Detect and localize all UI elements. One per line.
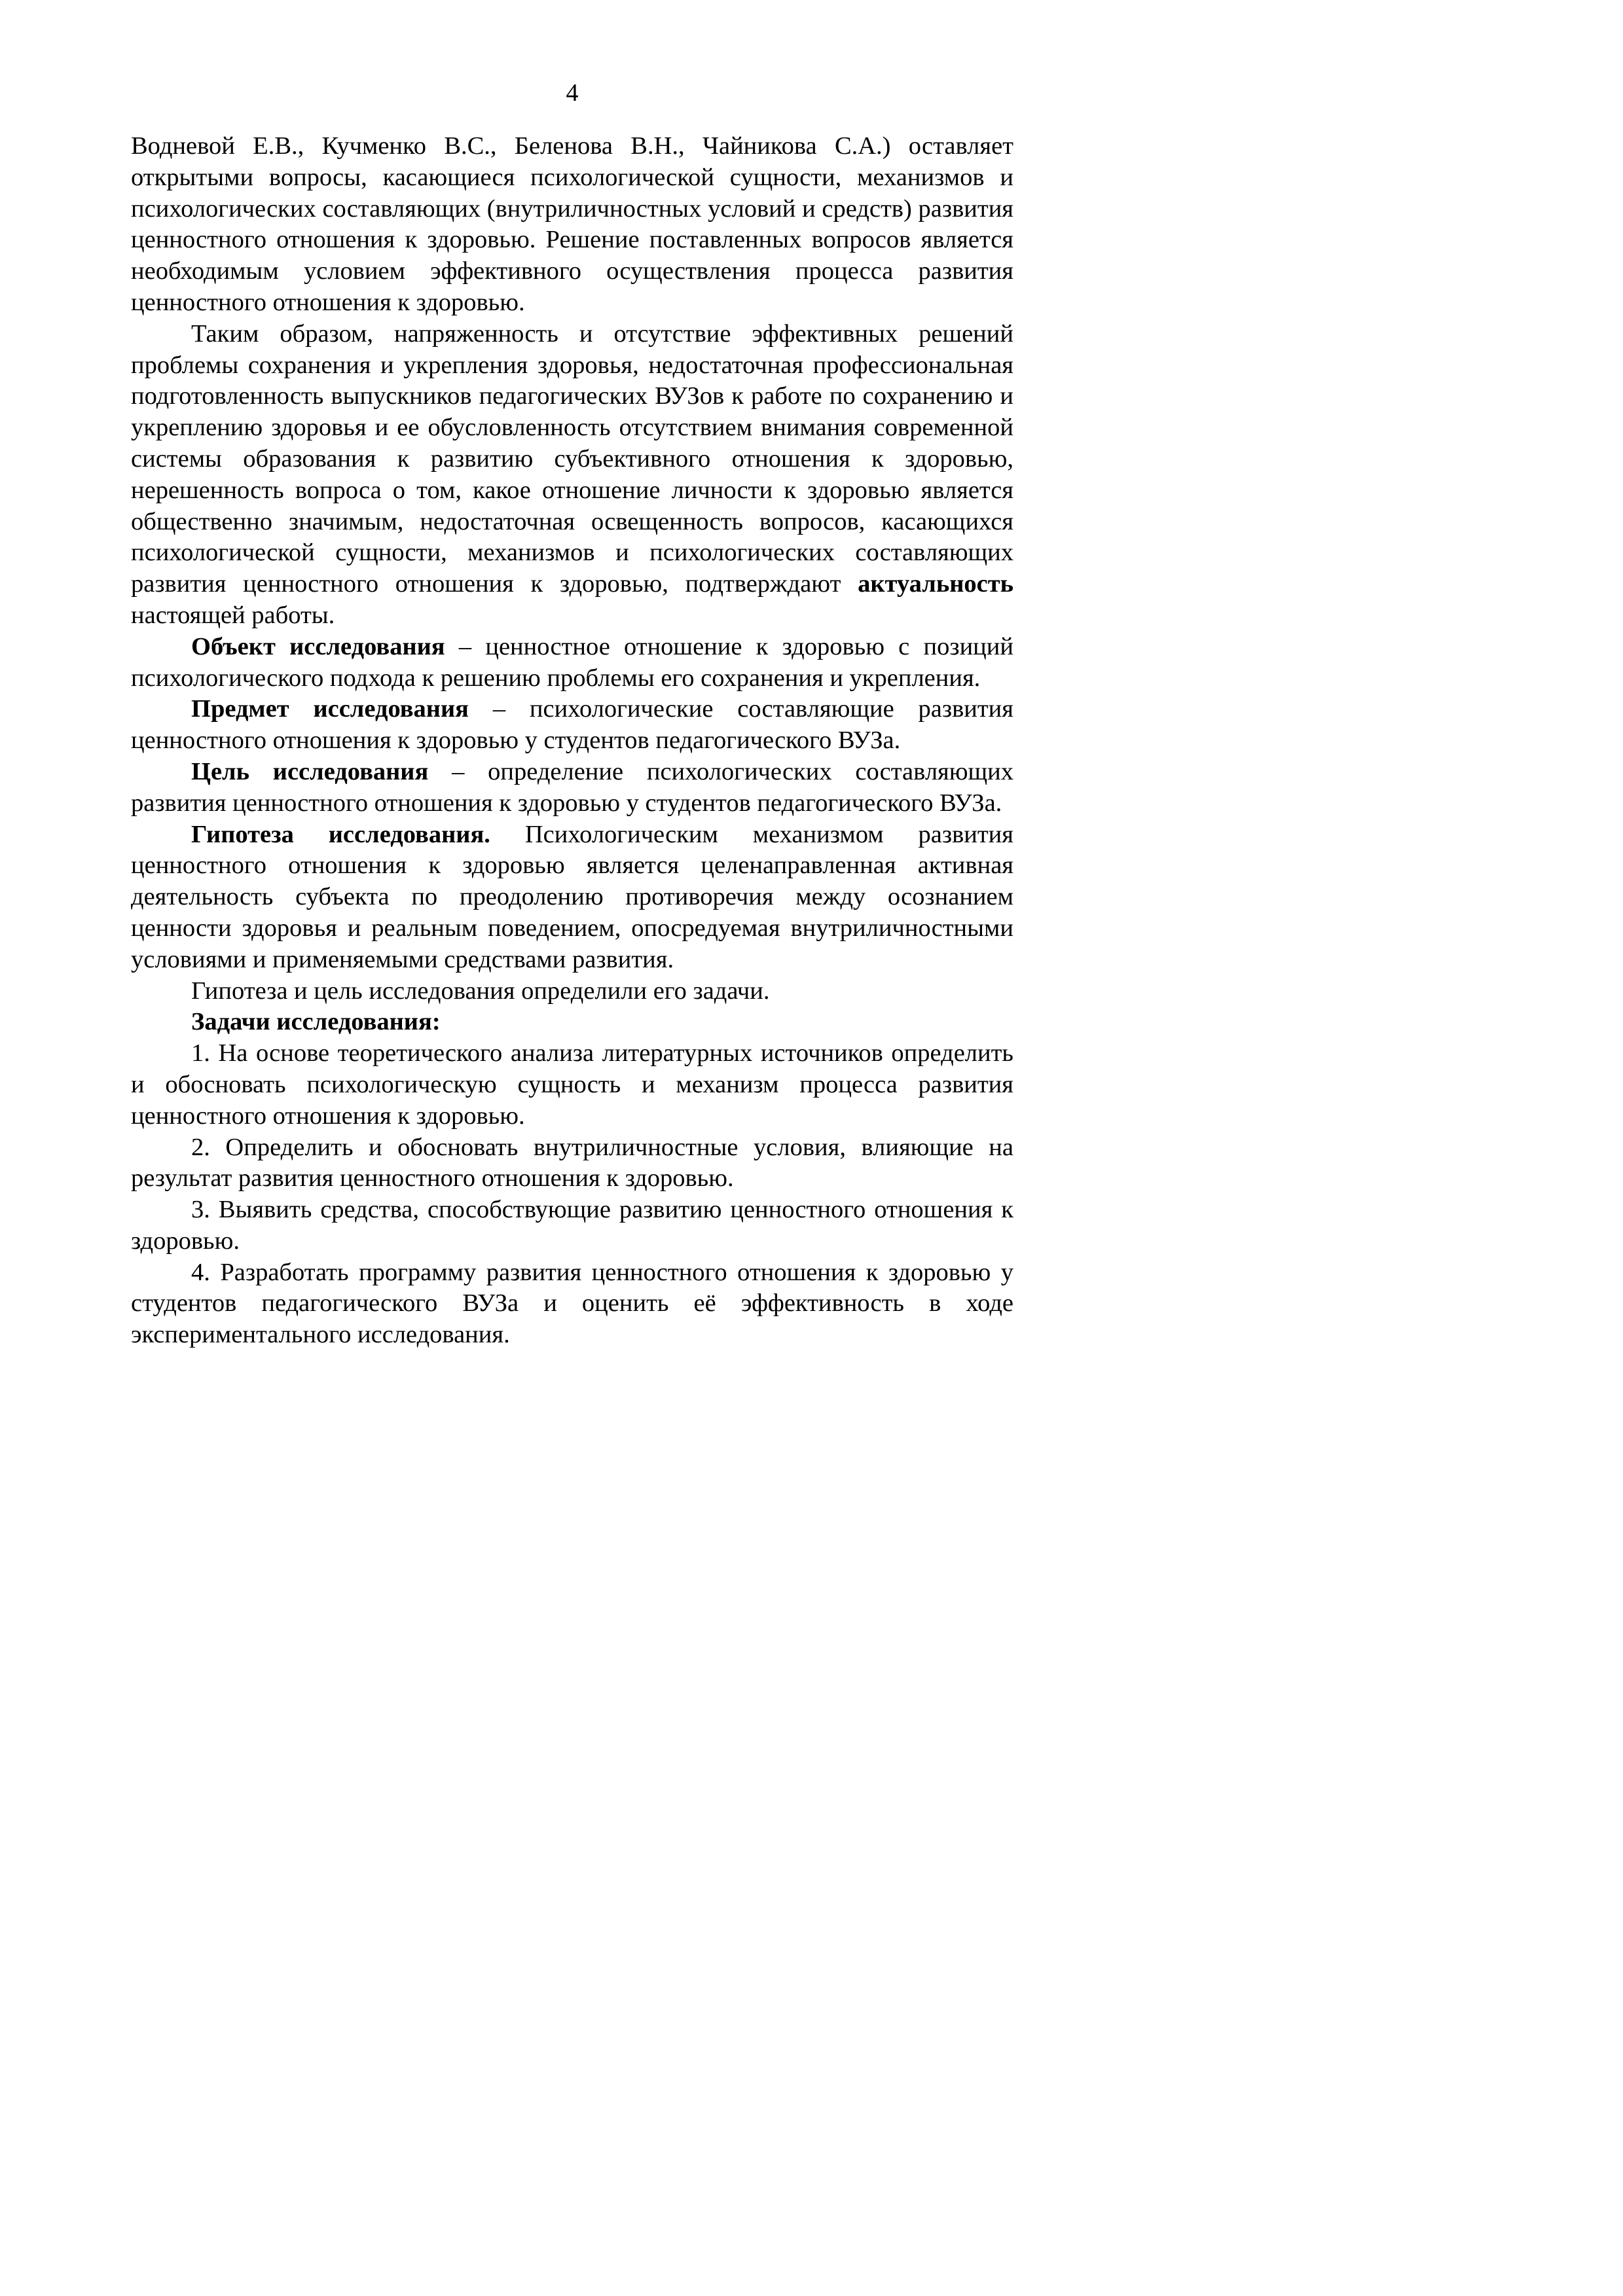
goal-label: Цель исследования: [191, 757, 429, 785]
task-item-4: 4. Разработать программу развития ценностного отношения к здоровью у студентов педагогического ВУЗа и оценить её эффективность в ходе экспериментального исследования.: [131, 1258, 1013, 1349]
goal-text: – определение психологических составляющих развития ценностного отношения к здоровью у студентов педагогического ВУЗа.: [131, 757, 1014, 817]
paragraph-relevance: [131, 319, 1013, 632]
paragraph-subject: [131, 694, 1013, 757]
paragraph-goal: [131, 757, 1013, 819]
relevance-text: Таким образом, напряженность и отсутствие эффективных решений проблемы сохранения и укрепления здоровья, недостаточная профессиональная подготовленность выпускников педагогических ВУЗов к работе по сохранению и укреплению здоровья и ее обусловленность отсутствием внимания современной системы образования к развитию субъективного отношения к здоровью, нерешенность вопроса о том, какое отношение личности к здоровью является общественно значимым, недостаточная освещенность вопросов, касающихся психологической сущности, механизмов и психологических составляющих развития ценностного отношения к здоровью, подтверждают: [131, 319, 1013, 598]
paragraph-object: [131, 632, 1013, 694]
task-item-2: 2. Определить и обосновать внутриличностные условия, влияющие на результат развития ценностного отношения к здоровью.: [131, 1133, 1013, 1193]
tasks-heading-paragraph: [131, 1007, 1013, 1038]
document-body: [131, 131, 1013, 1351]
paragraph-hypothesis-goal: Гипотеза и цель исследования определили его задачи.: [191, 977, 770, 1005]
task-item-3: 3. Выявить средства, способствующие развитию ценностного отношения к здоровью.: [131, 1196, 1013, 1255]
hypothesis-text: Психологическим механизмом развития ценностного отношения к здоровью является целенаправленная активная деятельность субъекта по преодолению противоречия между осознанием ценности здоровья и реальным поведением, опосредуемая внутриличностными условиями и применяемыми средствами развития.: [131, 820, 1013, 973]
page-number: 4: [566, 79, 579, 107]
object-text: – ценностное отношение к здоровью с позиций психологического подхода к решению проблемы его сохранения и укрепления.: [131, 632, 1013, 692]
hypothesis-label: Гипотеза исследования.: [191, 820, 490, 848]
task-item-1: 1. На основе теоретического анализа литературных источников определить и обосновать психологическую сущность и механизм процесса развития ценностного отношения к здоровью.: [131, 1039, 1013, 1130]
paragraph-intro-continuation: Водневой Е.В., Кучменко В.С., Беленова В.Н., Чайникова С.А.) оставляет открытыми вопросы, касающиеся психологической сущности, механизмов и психологических составляющих (внутриличностных условий и средств) развития ценностного отношения к здоровью. Решение поставленных вопросов является необходимым условием эффективного осуществления процесса развития ценностного отношения к здоровью.: [131, 132, 1013, 316]
relevance-tail: настоящей работы.: [131, 601, 335, 629]
paragraph-hypothesis: [131, 819, 1013, 976]
object-label: Объект исследования: [191, 632, 445, 660]
tasks-heading: Задачи исследования:: [191, 1008, 441, 1036]
subject-label: Предмет исследования: [191, 695, 469, 723]
subject-text: – психологические составляющие развития ценностного отношения к здоровью у студентов педагогического ВУЗа.: [131, 695, 1013, 755]
relevance-keyword: актуальность: [858, 570, 1013, 598]
